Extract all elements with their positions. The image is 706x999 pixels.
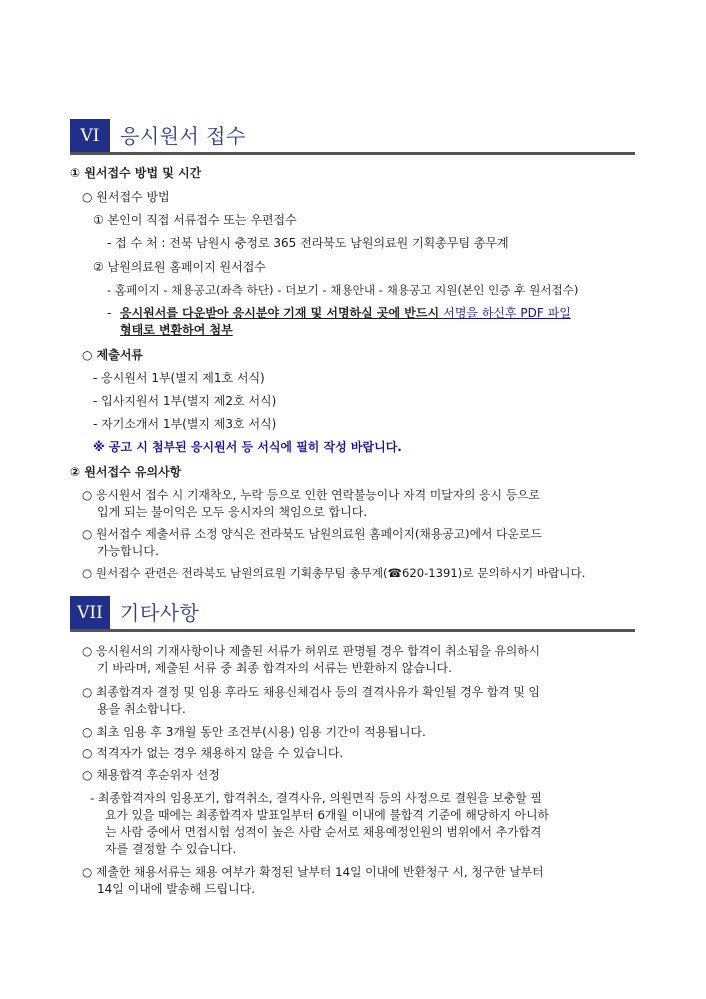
sub-direct-submission: ① 본인이 직접 서류접수 또는 우편접수 bbox=[93, 213, 297, 227]
other-3: ○ 최초 임용 후 3개월 동안 조건부(시용) 임용 기간이 적용됩니다. bbox=[82, 725, 426, 739]
section-7-rule bbox=[70, 629, 635, 632]
sub-online-dash: - bbox=[107, 306, 112, 320]
doc-application: - 응시원서 1부(별지 제1호 서식) bbox=[93, 371, 265, 385]
precaution-2a: ○ 원서접수 제출서류 소정 양식은 전라북도 남원의료원 홈페이지(채용공고)에서 다운로드 bbox=[82, 527, 542, 541]
heading-precautions: ② 원서접수 유의사항 bbox=[70, 465, 182, 479]
other-1a: ○ 응시원서의 기재사항이나 제출된 서류가 허위로 판명될 경우 합격이 취소됨을 유의하시 bbox=[82, 644, 541, 658]
other-5c: 는 사람 중에서 면접시험 성적이 높은 사람 순서로 채용예정인원의 범위에서 추가합격 bbox=[105, 825, 542, 839]
precaution-1b: 입게 되는 불이익은 모두 응시자의 책임으로 합니다. bbox=[97, 505, 368, 519]
doc-self-intro: - 자기소개서 1부(별지 제3호 서식) bbox=[93, 417, 277, 431]
notice-forms: ※ 공고 시 첨부된 응시원서 등 서식에 필히 작성 바랍니다. bbox=[93, 440, 402, 454]
item-documents: ○ 제출서류 bbox=[82, 348, 144, 362]
precaution-2b: 가능합니다. bbox=[97, 544, 159, 558]
sub-online-note-1 bbox=[120, 305, 571, 321]
section-6-number: VI bbox=[70, 119, 110, 153]
section-6-header bbox=[70, 119, 635, 155]
section-6-title: 응시원서 접수 bbox=[120, 124, 246, 148]
precaution-3: ○ 원서접수 관련은 전라북도 남원의료원 기획총무팀 총무계(☎620-1391)로 문의하시기 바랍니다. bbox=[82, 566, 586, 580]
sub-online-submission: ② 남원의료원 홈페이지 원서접수 bbox=[93, 260, 266, 274]
other-5d: 자를 결정할 수 있습니다. bbox=[105, 842, 237, 856]
other-2a: ○ 최종합격자 결정 및 임용 후라도 채용신체검사 등의 결격사유가 확인될 경우 합격 및 임 bbox=[82, 685, 540, 699]
other-2b: 용을 취소합니다. bbox=[97, 702, 186, 716]
other-6a: ○ 제출한 채용서류는 채용 여부가 확정된 날부터 14일 이내에 반환청구 시, 청구한 날부터 bbox=[82, 865, 544, 879]
sub-online-detail: - 홈페이지 - 채용공고(좌측 하단) - 더보기 - 채용안내 - 채용공고 지원(본인 인증 후 원서접수) bbox=[107, 283, 579, 297]
other-1b: 기 바라며, 제출된 서류 중 최종 합격자의 서류는 반환하지 않습니다. bbox=[97, 661, 452, 675]
section-6-rule bbox=[70, 152, 635, 155]
sub-online-note-1b: 서명을 하신후 PDF 파일 bbox=[443, 306, 571, 320]
doc-resume: - 입사지원서 1부(별지 제2호 서식) bbox=[93, 394, 277, 408]
sub-online-note-1a: 응시원서를 다운받아 응시분야 기재 및 서명하실 곳에 반드시 bbox=[120, 306, 444, 320]
other-4: ○ 적격자가 없는 경우 채용하지 않을 수 있습니다. bbox=[82, 746, 344, 760]
sub-direct-detail: - 접 수 처 : 전북 남원시 충정로 365 전라북도 남원의료원 기획총무팀 총무계 bbox=[107, 236, 509, 250]
heading-application-method: ① 원서접수 방법 및 시간 bbox=[70, 166, 202, 180]
precaution-1a: ○ 응시원서 접수 시 기재착오, 누락 등으로 인한 연락불능이나 자격 미달자의 응시 등으로 bbox=[82, 488, 540, 502]
section-7-header bbox=[70, 596, 635, 632]
other-5: ○ 채용합격 후순위자 선정 bbox=[82, 768, 220, 782]
other-6b: 14일 이내에 발송해 드립니다. bbox=[97, 882, 256, 896]
section-7-number: VII bbox=[70, 596, 110, 630]
sub-online-note-2: 형태로 변환하여 첨부 bbox=[120, 323, 233, 337]
other-5a: - 최종합격자의 임용포기, 합격취소, 결격사유, 의원면직 등의 사정으로 결원을 보충할 필 bbox=[90, 791, 542, 805]
other-5b: 요가 있을 때에는 최종합격자 발표일부터 6개월 이내에 불합격 기준에 해당하지 아니하 bbox=[105, 808, 549, 822]
item-method: ○ 원서접수 방법 bbox=[82, 190, 170, 204]
section-7-title: 기타사항 bbox=[120, 601, 200, 625]
